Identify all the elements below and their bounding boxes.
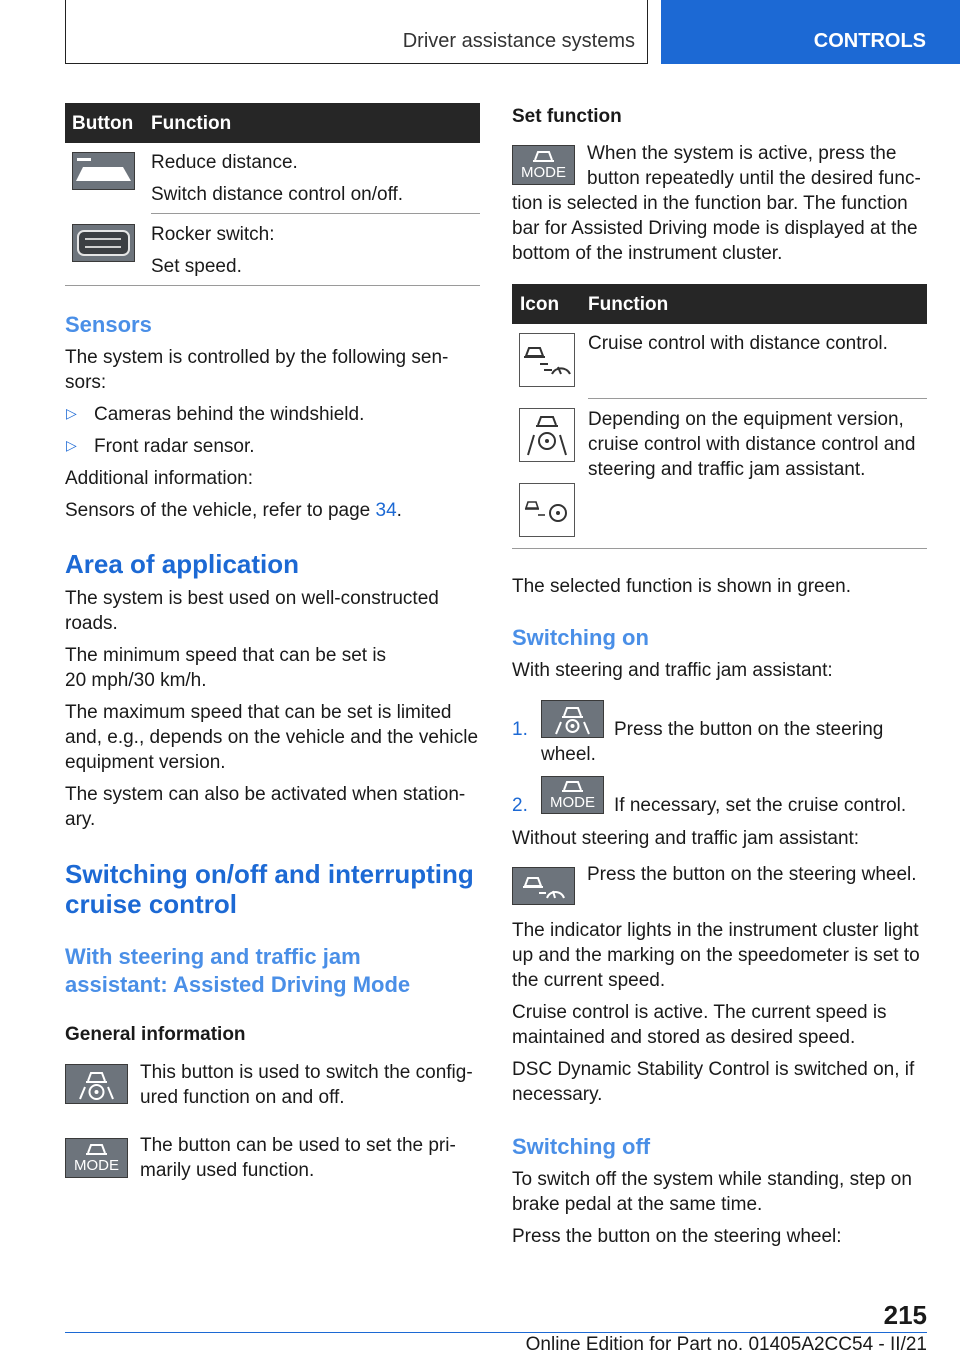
row1-line1: Reduce distance. <box>151 152 298 173</box>
switching-on-p3-l2: necessary. <box>512 1084 603 1105</box>
press-button-text: Press the button on the steering wheel. <box>587 864 917 885</box>
traffic-jam-assist-icon <box>519 483 575 537</box>
step1-number: 1. <box>512 719 528 740</box>
switching-off-heading: Switching off <box>512 1134 651 1159</box>
row1-line2: Switch distance control on/off. <box>151 184 404 205</box>
without-assistant: Without steering and traffic jam assistant: <box>512 828 860 849</box>
set-function-l4: bar for Assisted Driving mode is displayed at the <box>512 218 918 239</box>
area-heading: Area of application <box>65 549 300 579</box>
ref-end: . <box>396 500 402 521</box>
area-p3-l3: equipment version. <box>65 752 226 773</box>
sensor-bullet-1: Cameras behind the windshield. <box>94 404 365 425</box>
step2-number: 2. <box>512 795 528 816</box>
button-table-rule-1 <box>151 213 480 214</box>
set-function-l3: tion is selected in the function bar. The function <box>512 193 908 214</box>
area-p1-l2: roads. <box>65 613 118 634</box>
button-table-rule-2 <box>65 285 480 286</box>
assisted-driving-heading-l1: With steering and traffic jam <box>65 944 361 969</box>
general-item1-l1: This button is used to switch the config- <box>140 1062 473 1083</box>
row2-line1: Rocker switch: <box>151 224 275 245</box>
assisted-driving-heading-l2: assistant: Assisted Driving Mode <box>65 972 411 997</box>
switching-on-p1-l2: up and the marking on the speedometer is set to <box>512 945 920 966</box>
bullet-triangle-icon: ▷ <box>66 405 77 421</box>
mode-label: MODE <box>550 794 595 811</box>
mode-label: MODE <box>521 164 566 181</box>
icon-table-header <box>512 284 927 324</box>
switching-on-p2-l1: Cruise control is active. The current speed is <box>512 1002 887 1023</box>
sensors-heading: Sensors <box>65 312 152 337</box>
switching-on-p1-l1: The indicator lights in the instrument cluster light <box>512 920 919 941</box>
switching-off-l2: brake pedal at the same time. <box>512 1194 763 1215</box>
switching-on-p3-l1: DSC Dynamic Stability Control is switched on, if <box>512 1059 915 1080</box>
reduce-distance-button-icon <box>72 152 135 190</box>
general-item2-l1: The button can be used to set the pri- <box>140 1135 456 1156</box>
ref-text: Sensors of the vehicle, refer to page <box>65 500 376 521</box>
sensors-intro-l2: sors: <box>65 372 107 393</box>
area-p2-l1: The minimum speed that can be set is <box>65 645 387 666</box>
area-p4-l2: ary. <box>65 809 96 830</box>
set-function-heading: Set function <box>512 106 622 127</box>
button-table-col1: Button <box>72 113 134 134</box>
icon-table-row1: Cruise control with distance control. <box>588 333 888 354</box>
edition-text: Online Edition for Part no. 01405A2CC54 - II/21 <box>525 1334 927 1355</box>
area-p3-l1: The maximum speed that can be set is limited <box>65 702 452 723</box>
step1-text: Press the button on the steering <box>614 719 884 740</box>
assisted-driving-button-icon <box>65 1064 128 1104</box>
area-p4-l1: The system can also be activated when station- <box>65 784 466 805</box>
sensor-bullet-2: Front radar sensor. <box>94 436 255 457</box>
icon-table-row2-l2: cruise control with distance control and <box>588 434 916 455</box>
icon-table-row2-l1: Depending on the equipment version, <box>588 409 904 430</box>
cruise-distance-icon <box>519 333 575 387</box>
area-p3-l2: and, e.g., depends on the vehicle and the vehicle <box>65 727 479 748</box>
cruise-distance-button-icon <box>512 867 575 905</box>
rocker-switch-icon <box>72 224 135 262</box>
icon-table-row2-l3: steering and traffic jam assistant. <box>588 459 866 480</box>
steering-assist-icon <box>519 408 575 462</box>
assisted-driving-button-icon <box>541 700 604 738</box>
switching-on-p1-l3: the current speed. <box>512 970 666 991</box>
switching-on-heading: Switching on <box>512 625 649 650</box>
icon-table-col1: Icon <box>520 294 560 315</box>
additional-info: Additional information: <box>65 468 253 489</box>
sensors-intro-l1: The system is controlled by the following sen- <box>65 347 449 368</box>
set-function-l5: bottom of the instrument cluster. <box>512 243 783 264</box>
mode-button-icon <box>512 145 575 185</box>
switching-heading-l2: cruise control <box>65 889 237 919</box>
bullet-triangle-icon: ▷ <box>66 437 77 453</box>
set-function-l1: When the system is active, press the <box>587 143 897 164</box>
header-tab-label: CONTROLS <box>813 30 926 52</box>
page-34-link[interactable]: 34 <box>375 500 397 521</box>
button-table-col2: Function <box>151 113 232 134</box>
icon-table-rule-2 <box>512 548 927 549</box>
switching-off-l1: To switch off the system while standing, step on <box>512 1169 912 1190</box>
switching-on-intro: With steering and traffic jam assistant: <box>512 660 833 681</box>
mode-button-icon <box>541 776 604 814</box>
step1-continued: wheel. <box>541 744 596 765</box>
area-p1-l1: The system is best used on well-constructed <box>65 588 439 609</box>
icon-table-rule-1 <box>588 398 927 399</box>
sensors-reference <box>65 498 402 523</box>
mode-button-icon <box>65 1138 128 1178</box>
header-section-title: Driver assistance systems <box>402 30 635 52</box>
general-item2-l2: marily used function. <box>140 1160 315 1181</box>
icon-table-col2: Function <box>588 294 669 315</box>
general-item1-l2: ured function on and off. <box>140 1087 345 1108</box>
switching-off-l3: Press the button on the steering wheel: <box>512 1226 842 1247</box>
page-number: 215 <box>883 1300 927 1330</box>
row2-line2: Set speed. <box>151 256 242 277</box>
step2-text: If necessary, set the cruise control. <box>614 795 907 816</box>
footer-rule <box>65 1332 927 1333</box>
switching-on-p2-l2: maintained and stored as desired speed. <box>512 1027 856 1048</box>
switching-heading-l1: Switching on/off and interrupting <box>65 859 474 889</box>
general-info-heading: General information <box>65 1024 246 1045</box>
set-function-l2: button repeatedly until the desired func- <box>587 168 921 189</box>
mode-label: MODE <box>74 1157 119 1174</box>
selected-function-note: The selected function is shown in green. <box>512 576 852 597</box>
area-p2-l2: 20 mph/30 km/h. <box>65 670 207 691</box>
